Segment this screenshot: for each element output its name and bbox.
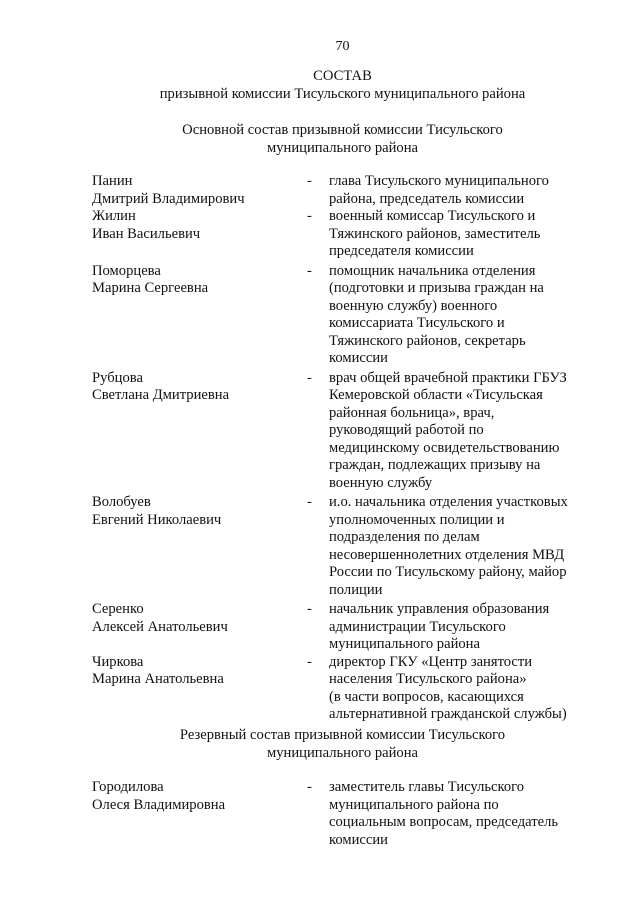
role-line: районная больница», врач, xyxy=(329,404,495,421)
role-line: медицинскому освидетельствованию xyxy=(329,439,560,456)
member-entry xyxy=(92,208,602,261)
role-line: несовершеннолетних отделения МВД xyxy=(329,546,565,563)
member-surname: Волобуев xyxy=(92,494,151,510)
member-entry xyxy=(92,654,602,724)
role-line: врач общей врачебной практики ГБУЗ xyxy=(329,369,567,386)
member-surname: Рубцова xyxy=(92,369,143,386)
member-dash: - xyxy=(307,779,312,795)
member-entry xyxy=(92,370,602,493)
role-line: России по Тисульскому району, майор xyxy=(329,564,567,580)
member-role xyxy=(329,601,602,654)
main-heading-line-2: муниципального района xyxy=(267,139,418,156)
member-name xyxy=(92,208,307,243)
role-line: комиссии xyxy=(329,831,388,848)
member-dash: - xyxy=(307,601,312,617)
reserve-members-list xyxy=(92,779,602,849)
member-role xyxy=(329,654,602,724)
member-name xyxy=(92,370,307,405)
title-line-2: призывной комиссии Тисульского муниципального района xyxy=(159,85,526,102)
role-line: администрации Тисульского xyxy=(329,618,506,635)
role-line: уполномоченных полиции и xyxy=(329,511,505,528)
role-line: военную службу xyxy=(329,474,433,491)
main-heading-line-1: Основной состав призывной комиссии Тисульского xyxy=(182,122,503,138)
member-surname: Серенко xyxy=(92,601,144,617)
member-surname: Поморцева xyxy=(92,262,161,279)
role-line: комиссариата Тисульского и xyxy=(329,315,505,331)
document-title xyxy=(0,68,640,103)
reserve-heading-line-2: муниципального района xyxy=(267,744,418,761)
member-name xyxy=(92,601,307,636)
member-entry xyxy=(92,263,602,368)
member-entry xyxy=(92,779,602,849)
role-line: населения Тисульского района» xyxy=(329,671,527,687)
role-line: Кемеровской области «Тисульская xyxy=(329,387,543,403)
member-role xyxy=(329,779,602,849)
reserve-heading-line-1: Резервный состав призывной комиссии Тисульского xyxy=(179,727,506,743)
role-line: альтернативной гражданской службы) xyxy=(329,706,567,722)
member-dash: - xyxy=(307,369,312,386)
role-line: руководящий работой по xyxy=(329,422,484,438)
member-dash: - xyxy=(307,653,312,670)
title-line-1: СОСТАВ xyxy=(313,68,372,84)
member-given-name: Дмитрий Владимирович xyxy=(92,190,245,207)
role-line: глава Тисульского муниципального xyxy=(329,173,549,189)
role-line: (подготовки и призыва граждан на xyxy=(329,280,544,296)
role-line: и.о. начальника отделения участковых xyxy=(329,494,568,510)
member-dash: - xyxy=(307,208,312,224)
member-role xyxy=(329,263,602,368)
member-name xyxy=(92,263,307,298)
member-role xyxy=(329,173,602,208)
member-surname: Панин xyxy=(92,173,133,189)
member-surname: Чиркова xyxy=(92,653,144,670)
role-line: военный комиссар Тисульского и xyxy=(329,208,536,224)
member-given-name: Алексей Анатольевич xyxy=(92,618,228,635)
role-line: председателя комиссии xyxy=(329,243,474,259)
member-name xyxy=(92,173,307,208)
member-name xyxy=(92,779,307,814)
member-surname: Жилин xyxy=(92,208,136,224)
role-line: социальным вопросам, председатель xyxy=(329,814,559,830)
role-line: Тяжинского районов, секретарь xyxy=(329,332,526,349)
member-name xyxy=(92,654,307,689)
role-line: подразделения по делам xyxy=(329,529,480,545)
role-line: полиции xyxy=(329,581,383,598)
role-line: заместитель главы Тисульского xyxy=(329,779,525,795)
role-line: военную службу) военного xyxy=(329,297,498,314)
role-line: комиссии xyxy=(329,350,388,366)
role-line: помощник начальника отделения xyxy=(329,262,536,279)
role-line: (в части вопросов, касающихся xyxy=(329,688,524,705)
role-line: начальник управления образования xyxy=(329,601,550,617)
member-dash: - xyxy=(307,494,312,510)
reserve-composition-heading xyxy=(0,727,640,762)
page-number: 70 xyxy=(335,39,350,54)
member-given-name: Марина Анатольевна xyxy=(92,671,224,687)
role-line: Тяжинского районов, заместитель xyxy=(329,225,541,242)
role-line: граждан, подлежащих призыву на xyxy=(329,457,541,473)
main-members-list xyxy=(92,173,602,724)
member-role xyxy=(329,494,602,599)
member-given-name: Евгений Николаевич xyxy=(92,511,222,528)
role-line: муниципального района по xyxy=(329,796,499,813)
role-line: муниципального района xyxy=(329,636,480,652)
member-entry xyxy=(92,173,602,208)
member-dash: - xyxy=(307,173,312,189)
member-given-name: Марина Сергеевна xyxy=(92,280,209,296)
member-entry xyxy=(92,494,602,599)
member-role xyxy=(329,208,602,261)
member-dash: - xyxy=(307,262,312,279)
member-role xyxy=(329,370,602,493)
role-line: директор ГКУ «Центр занятости xyxy=(329,653,533,670)
member-given-name: Иван Васильевич xyxy=(92,225,201,242)
member-name xyxy=(92,494,307,529)
member-entry xyxy=(92,601,602,654)
role-line: района, председатель комиссии xyxy=(329,190,525,207)
member-given-name: Светлана Дмитриевна xyxy=(92,387,230,403)
main-composition-heading xyxy=(0,122,640,157)
member-given-name: Олеся Владимировна xyxy=(92,796,226,813)
member-surname: Городилова xyxy=(92,779,164,795)
